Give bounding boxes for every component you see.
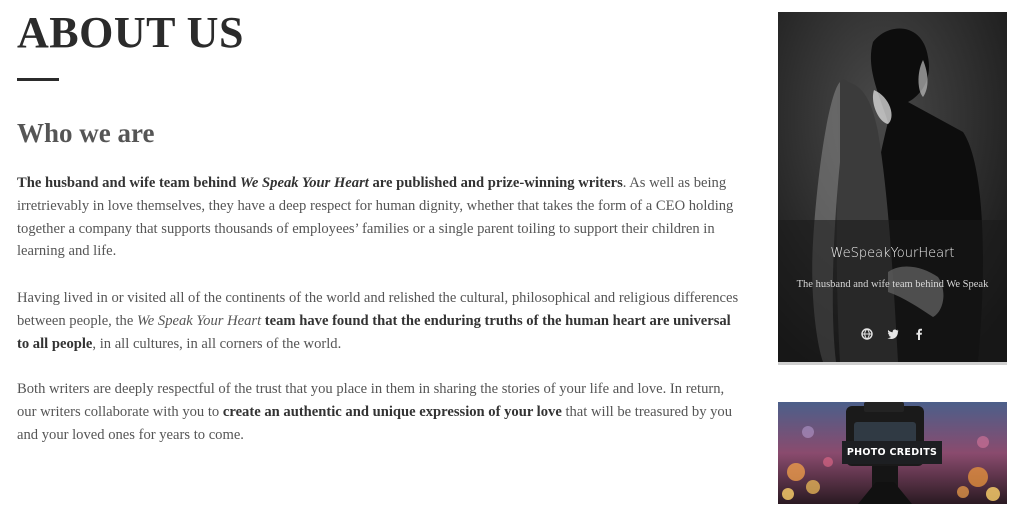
paragraph-3-text-start: Both writers are deeply respectful of the trust that you place in them in sharing the stories of your life and love. In return, our writers collaborate with you to: [17, 381, 725, 420]
paragraph-1-bold-start: The husband and wife team behind: [17, 175, 241, 191]
paragraph-2-text-start: Having lived in or visited all of the continents of the world and relished the cultural, philosophical and religious differences between people, the: [17, 290, 739, 329]
social-links: [778, 324, 1007, 342]
paragraph-2: [17, 287, 742, 355]
facebook-icon[interactable]: [913, 327, 925, 339]
photo-credits-widget[interactable]: [778, 402, 1007, 504]
section-heading: Who we are: [17, 118, 155, 148]
title-divider: [17, 78, 59, 81]
paragraph-2-italic: We Speak Your Heart: [136, 312, 262, 329]
profile-description: The husband and wife team behind We Speak: [796, 279, 989, 290]
paragraph-2-text-end: , in all cultures, in all corners of the world.: [92, 335, 342, 352]
page-title: ABOUT US: [17, 8, 244, 57]
profile-name[interactable]: WeSpeakYourHeart: [830, 246, 955, 261]
paragraph-1-text: . As well as being irretrievably in love themselves, they have a deep respect for human dignity, whether that takes the form of a CEO holding together a company that supports thousands of employees’ families or a single parent toiling to support their children in learning and life.: [17, 175, 734, 260]
paragraph-3: [17, 378, 742, 446]
paragraph-1-italic: We Speak Your Heart: [240, 175, 369, 191]
paragraph-3-bold: create an authentic and unique expression of your love: [222, 403, 562, 420]
globe-icon[interactable]: [861, 327, 873, 339]
paragraph-2-bold: team have found that the enduring truths of the human heart are universal to all people: [17, 312, 731, 352]
paragraph-1: [17, 172, 742, 263]
paragraph-1-bold-end: are published and prize-winning writers: [368, 175, 623, 191]
paragraph-3-text-end: that will be treasured by you and your loved ones for years to come.: [17, 403, 733, 443]
photo-credits-label[interactable]: PHOTO CREDITS: [842, 441, 942, 464]
profile-widget[interactable]: [778, 12, 1007, 365]
twitter-icon[interactable]: [887, 327, 899, 339]
